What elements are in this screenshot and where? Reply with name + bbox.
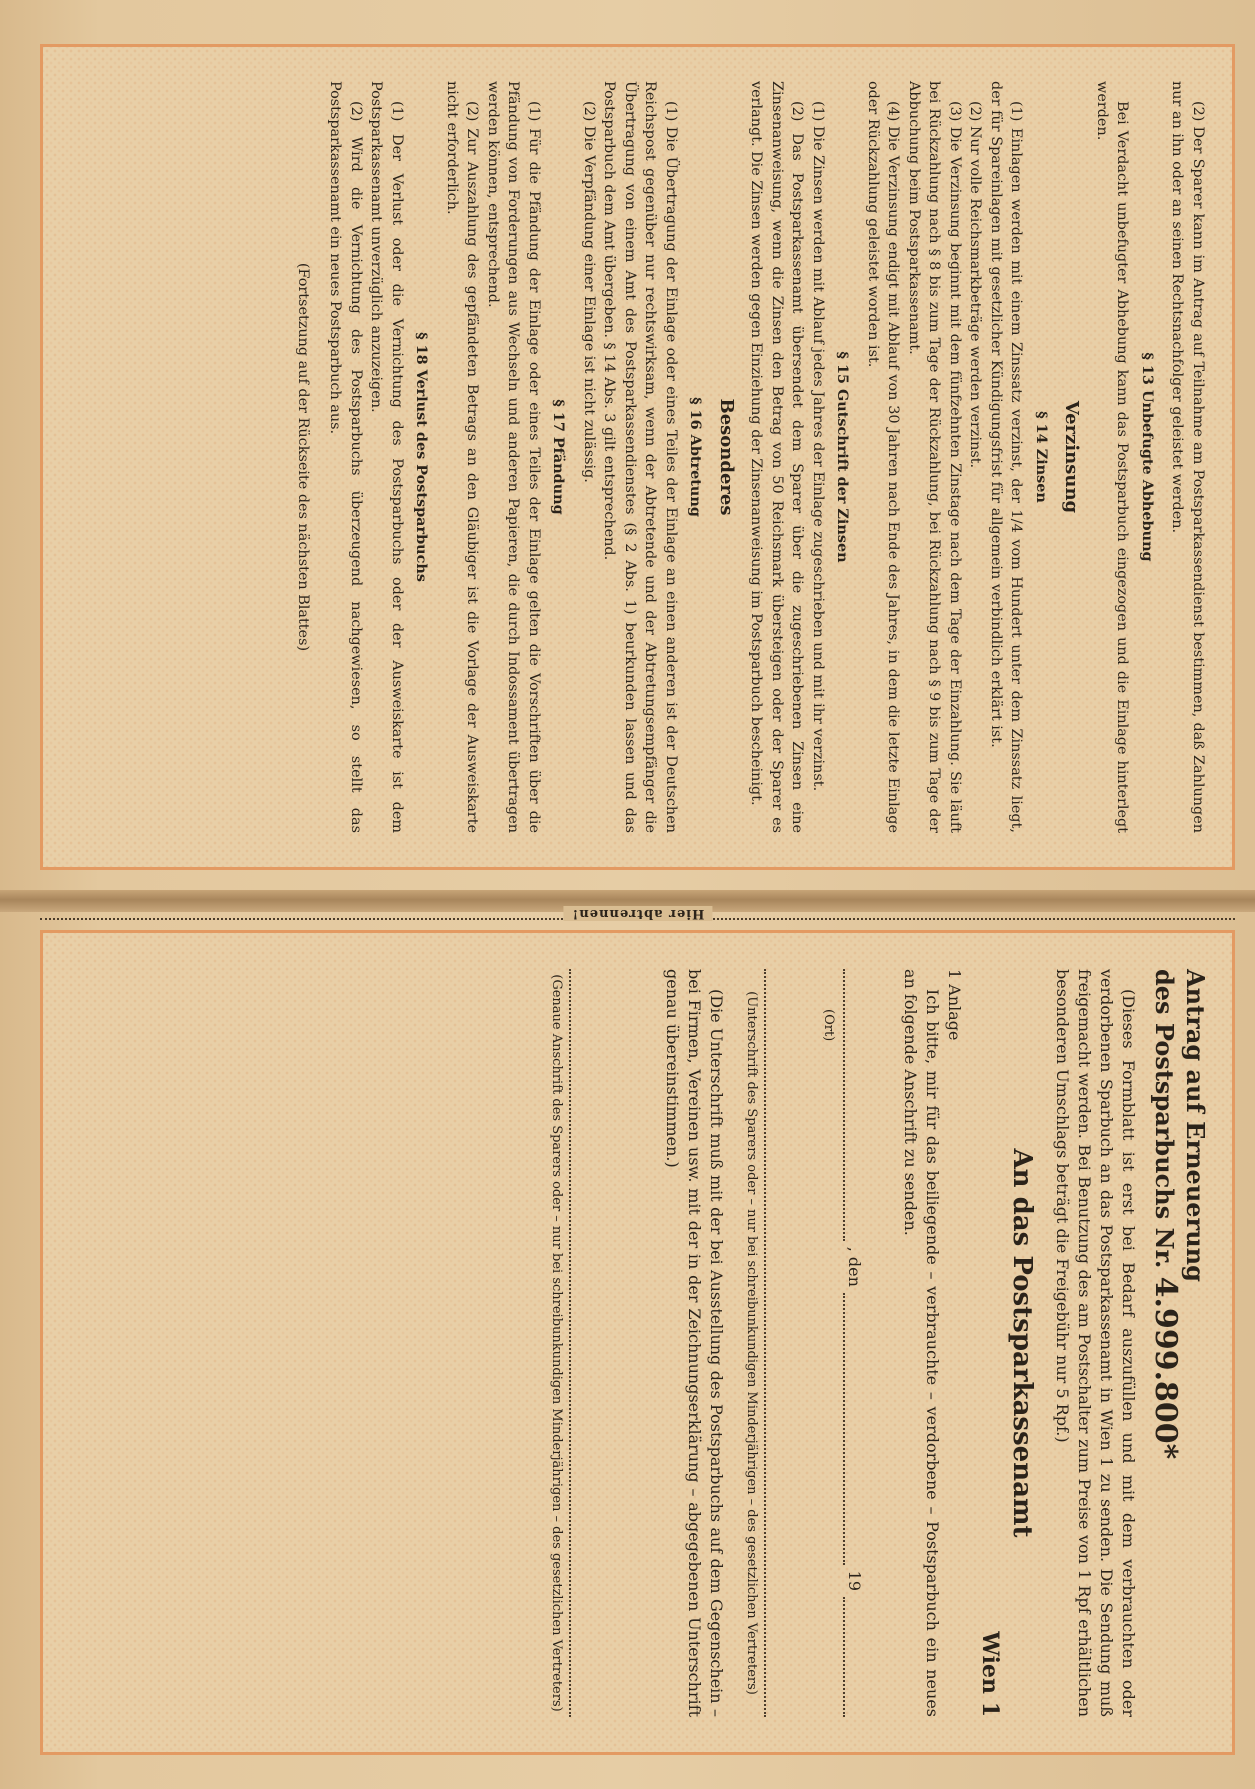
s18-paragraph-2: (2) Wird die Vernichtung des Postsparbuchs überzeugend nachgewiesen, so stellt das Postsparkassenamt ein neues Postsparbuch aus. bbox=[327, 81, 364, 833]
address-field[interactable] bbox=[569, 969, 601, 1717]
addressee-office: An das Postsparkassenamt bbox=[1006, 1148, 1037, 1537]
terms-text-block bbox=[48, 57, 1228, 857]
s16-heading: § 16 Abtretung bbox=[687, 397, 704, 517]
s14-paragraph-1: (1) Einlagen werden mit einem Zinssatz verzinst, der 1/4 vom Hundert unter dem Zinssatz liegt, der für Spareinlagen mit gesetzlicher Kündigungsfrist für allgemein verbindlich erklärt ist. bbox=[987, 81, 1024, 833]
date-label: , den bbox=[844, 1246, 864, 1287]
year-label: 19 bbox=[844, 1570, 864, 1591]
continuation-note: (Fortsetzung auf der Rückseite des nächsten Blattes) bbox=[294, 262, 311, 652]
s14-paragraph-3: (3) Die Verzinsung beginnt mit dem fünfzehnten Zinstage nach dem Tage der Einzahlung. Sie läuft bei Rückzahlung nach § 8 bis zum Tage der Rückzahlung, bei Rückzahlung nach § 9 bis zum Tage der Abbuchung beim Postsparkassenamt. bbox=[905, 81, 963, 833]
form-instructions: (Dieses Formblatt ist erst bei Bedarf auszufüllen und mit dem verbrauchten oder verdorbenen Sparbuch an das Postsparkassenamt in Wien 1 zu senden. Die Sendung muß freigemacht werden. Bei Benutzung des am Postschalter zum Preise von 1 Rpf erhältlichen besonderen Umschlags beträgt die Freigebühr nur 5 Rpf.) bbox=[1052, 968, 1138, 1717]
s15-heading: § 15 Gutschrift der Zinsen bbox=[834, 351, 851, 563]
s17-heading: § 17 Pfändung bbox=[550, 399, 567, 515]
s16-paragraph-1: (1) Die Übertragung der Einlage oder eines Teiles der Einlage an einen anderen ist der Deutschen Reichspost gegenüber nur rechtswirksam, wenn der Abtretende und der Abtretungsempfänger die Übertragung von einem Amt des Postsparkassendienstes (§ 2 Abs. 1) beurkunden lassen und das Postsparbuch dem Amt übergeben. § 14 Abs. 3 gilt entsprechend. bbox=[601, 81, 679, 833]
cut-label: Hier abtrennen! bbox=[563, 906, 712, 921]
passbook-number: 4.999.800* bbox=[1147, 1276, 1183, 1459]
addressee-city: Wien 1 bbox=[976, 1630, 1003, 1717]
interest-heading: Verzinsung bbox=[1061, 400, 1082, 514]
renewal-form-page bbox=[40, 930, 1235, 1755]
s15-paragraph-1: (1) Die Zinsen werden mit Ablauf jedes Jahres der Einlage zugeschrieben und mit ihr verzinst. bbox=[809, 101, 826, 792]
s14-paragraph-2: (2) Nur volle Reichsmarkbeträge werden verzinst. bbox=[967, 101, 983, 469]
place-label: (Ort) bbox=[820, 1008, 836, 1041]
s16-paragraph-2: (2) Die Verpfändung einer Einlage ist nicht zulässig. bbox=[580, 101, 597, 483]
place-field[interactable] bbox=[843, 969, 859, 1241]
signature-caption: (Unterschrift des Sparers oder – nur bei schreibunkundigen Minderjährigen – des gesetzlichen Vertreters) bbox=[743, 990, 759, 1695]
renewal-form bbox=[48, 943, 1228, 1743]
s17-paragraph-2: (2) Zur Auszahlung des gepfändeten Betrags an den Gläubiger ist die Vorlage der Ausweiskarte nicht erforderlich. bbox=[443, 81, 480, 833]
s14-paragraph-4: (4) Die Verzinsung endigt mit Ablauf von 30 Jahren nach Ende des Jahres, in dem die letzte Einlage oder Rückzahlung geleistet worden ist. bbox=[864, 81, 901, 833]
signature-field[interactable] bbox=[764, 969, 796, 1717]
s13-text: Bei Verdacht unbefugter Abhebung kann das Postsparbuch eingezogen und die Einlage hinterlegt werden. bbox=[1093, 81, 1130, 833]
form-title bbox=[1149, 969, 1210, 1717]
date-field[interactable] bbox=[843, 1292, 859, 1564]
enclosure-label: 1 Anlage bbox=[944, 968, 964, 1040]
year-field[interactable] bbox=[843, 1597, 859, 1717]
address-caption: (Genaue Anschrift des Sparers oder – nur bei schreibunkundigen Minderjährigen – des gesetzlichen Vertreters) bbox=[548, 973, 564, 1712]
signature-note: (Die Unterschrift muß mit der bei Ausstellung des Postsparbuchs auf dem Gegenschein – bei Firmen, Vereinen usw. mit der in der Zeichnungserklärung – abgegebenen Unterschrift genau übereinstimmen.) bbox=[662, 968, 726, 1717]
s18-heading: § 18 Verlust des Postsparbuchs bbox=[413, 332, 430, 582]
s12-continuation: (2) Der Sparer kann im Antrag auf Teilnahme am Postsparkassendienst bestimmen, daß Zahlungen nur an ihn oder an seinen Rechtsnachfolger geleistet werden. bbox=[1169, 81, 1206, 833]
s14-heading: § 14 Zinsen bbox=[1032, 411, 1050, 503]
renewal-request: Ich bitte, mir für das beiliegende – verbrauchte – verdorbene – Postsparbuch ein neues an folgende Anschrift zu senden. bbox=[900, 968, 942, 1717]
s15-paragraph-2: (2) Das Postsparkassenamt übersendet dem Sparer über die zugeschriebenen Zinsen eine Zinsenanweisung, wenn die Zinsen den Betrag von 50 Reichsmark übersteigen oder der Sparer es verlangt. Die Zinsen werden gegen Einziehung der Zinsenanweisung im Postsparbuch bescheinigt. bbox=[748, 81, 805, 833]
form-title-line-1: Antrag auf Erneuerung bbox=[1180, 968, 1210, 1282]
place-date-row bbox=[843, 969, 865, 1717]
s13-heading: § 13 Unbefugte Abhebung bbox=[1138, 352, 1156, 562]
special-heading: Besonderes bbox=[715, 398, 737, 516]
cut-line bbox=[40, 906, 1235, 921]
terms-page bbox=[40, 44, 1235, 870]
s17-paragraph-1: (1) Für die Pfändung der Einlage oder eines Teiles der Einlage gelten die Vorschriften über die Pfändung von Forderungen aus Wechseln und anderen Papieren, die durch Indossament übertragen werden können, entsprechend. bbox=[484, 81, 542, 833]
s18-paragraph-1: (1) Der Verlust oder die Vernichtung des Postsparbuchs oder der Ausweiskarte ist dem Postsparkassenamt unverzüglich anzuzeigen. bbox=[368, 81, 405, 833]
form-title-line-2: des Postsparbuchs Nr. bbox=[1149, 968, 1179, 1268]
